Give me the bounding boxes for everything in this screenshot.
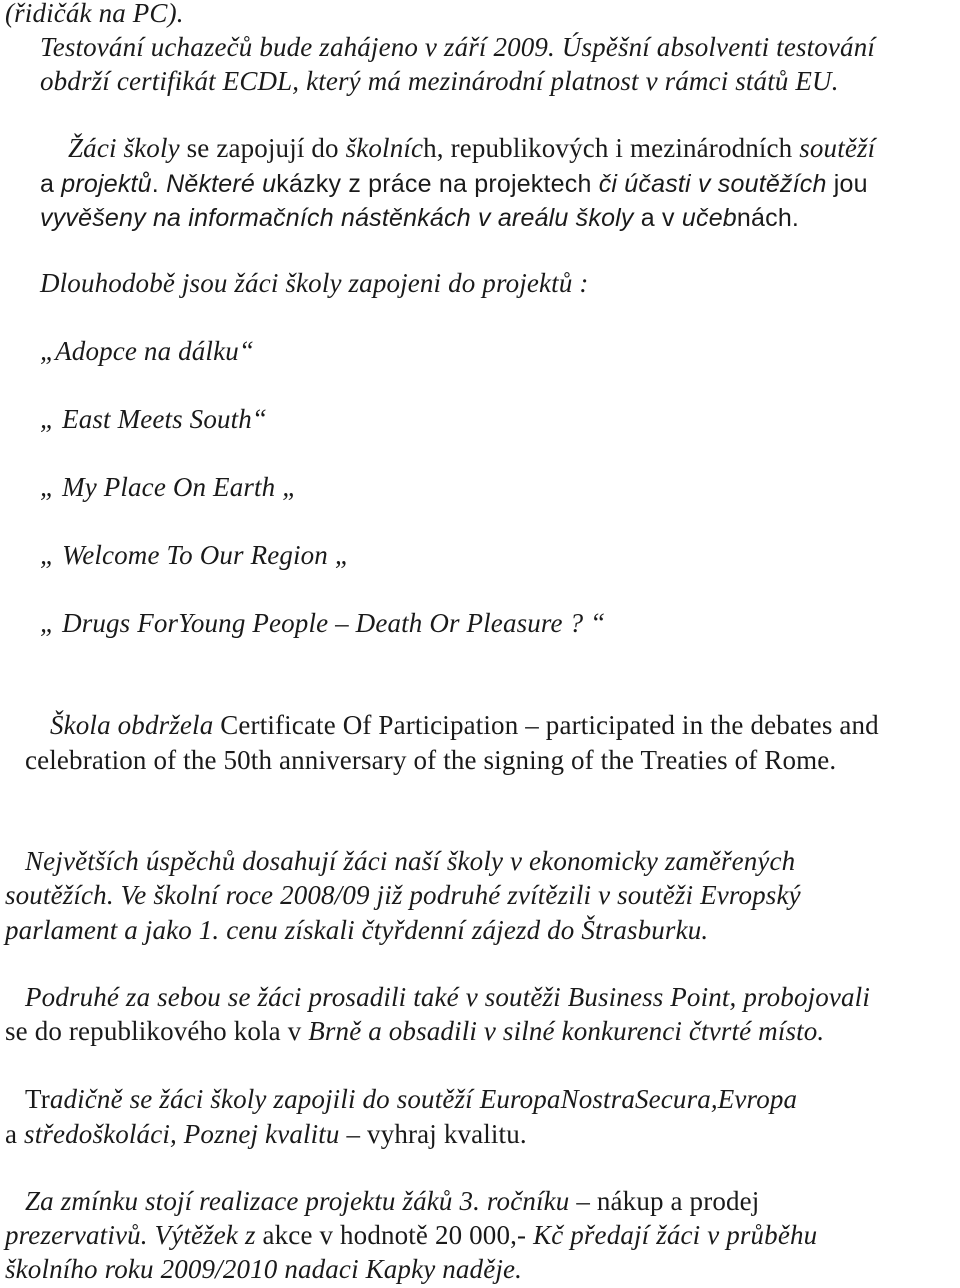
project-item-3: „ My Place On Earth „ <box>40 472 298 502</box>
condoms-line-2 <box>5 1218 817 1253</box>
projects-intro: Dlouhodobě jsou žáci školy zapojeni do projektů : <box>40 268 589 298</box>
text-span: Brně a obsadili v silné konkurenci čtvrté místo. <box>308 1016 825 1046</box>
text-span: prezervativů. <box>5 1220 148 1250</box>
project-item-4: „ Welcome To Our Region „ <box>40 540 351 570</box>
project-item-1: „Adopce na dálku“ <box>40 336 255 366</box>
condoms-line-3: školního roku 2009/2010 nadaci Kapky naděje. <box>5 1254 523 1284</box>
text-span: adičně se žáci školy zapojili do soutěží EuropaNostraSecura,Evropa <box>49 1084 798 1114</box>
economics-line-2: soutěžích. Ve školní roce 2008/09 již podruhé zvítězili v soutěži Evropský <box>5 880 801 910</box>
top-line-1: (řidičák na PC). <box>5 0 184 28</box>
top-line-2: Testování uchazečů bude zahájeno v září 2009. Úspěšní absolventi testování <box>40 32 876 62</box>
business-point-line-1: Podruhé za sebou se žáci prosadili také v soutěži Business Point, probojovali <box>25 982 870 1012</box>
economics-line-1: Největších úspěchů dosahují žáci naší školy v ekonomicky zaměřených <box>25 846 796 876</box>
project-item-2: „ East Meets South“ <box>40 404 268 434</box>
competitions-line-1 <box>68 131 875 166</box>
europa-line-1 <box>25 1082 797 1117</box>
text-span: Certificate Of Participation – participated in the debates and <box>213 710 879 740</box>
text-span: vyvěšeny na informačních nástěnkách v areálu školy <box>40 204 634 232</box>
competitions-line-3 <box>40 201 799 236</box>
text-span: se zapojují do <box>179 133 346 163</box>
text-span: učeb <box>681 204 737 232</box>
text-span: soutěží <box>799 133 876 163</box>
business-point-line-2 <box>5 1014 824 1049</box>
text-span: akce v hodnotě 20 000,- <box>255 1220 534 1250</box>
text-span: kázky z práce na projektech <box>276 170 599 198</box>
europa-line-2 <box>5 1117 527 1152</box>
competitions-line-2 <box>40 167 868 202</box>
text-span: se do republikového kola v <box>5 1016 309 1046</box>
text-span: středoškoláci, Poznej kvalitu <box>24 1119 340 1149</box>
text-span: Kč předají žáci v průběhu <box>533 1220 818 1250</box>
text-span: obdržela <box>117 710 214 740</box>
text-span: Žáci školy <box>68 133 180 163</box>
text-span: nách. <box>736 204 800 232</box>
certificate-line-1 <box>50 708 879 743</box>
text-span: a <box>5 1119 25 1149</box>
text-span: – nákup a prodej <box>569 1186 760 1216</box>
economics-line-3: parlament a jako 1. cenu získali čtyřdenní zájezd do Štrasburku. <box>5 915 709 945</box>
text-span: školníc <box>345 133 424 163</box>
top-line-3: obdrží certifikát ECDL, který má mezinárodní platnost v rámci států EU. <box>40 66 839 96</box>
text-span <box>111 710 118 740</box>
text-span: jou <box>826 170 868 198</box>
text-span: Tr <box>25 1084 50 1114</box>
text-span: Za zmínku stojí realizace projektu žáků 3. ročníku <box>25 1186 570 1216</box>
project-item-5: „ Drugs ForYoung People – Death Or Pleasure ? “ <box>40 608 606 638</box>
text-span: projektů <box>61 170 152 198</box>
text-span: h, republikových i mezinárodních <box>423 133 800 163</box>
certificate-line-2: celebration of the 50th anniversary of the signing of the Treaties of Rome. <box>25 745 837 775</box>
condoms-line-1 <box>25 1184 759 1219</box>
text-span: Škola <box>50 710 111 740</box>
text-span: – vyhraj kvalitu. <box>339 1119 527 1149</box>
text-span: a <box>40 170 62 198</box>
text-span: Některé u <box>166 170 277 198</box>
text-span: a v <box>633 204 682 232</box>
text-span <box>148 1220 155 1250</box>
text-span: . <box>151 170 167 198</box>
text-span: či účasti v soutěžích <box>598 170 827 198</box>
text-span: Výtěžek z <box>154 1220 256 1250</box>
